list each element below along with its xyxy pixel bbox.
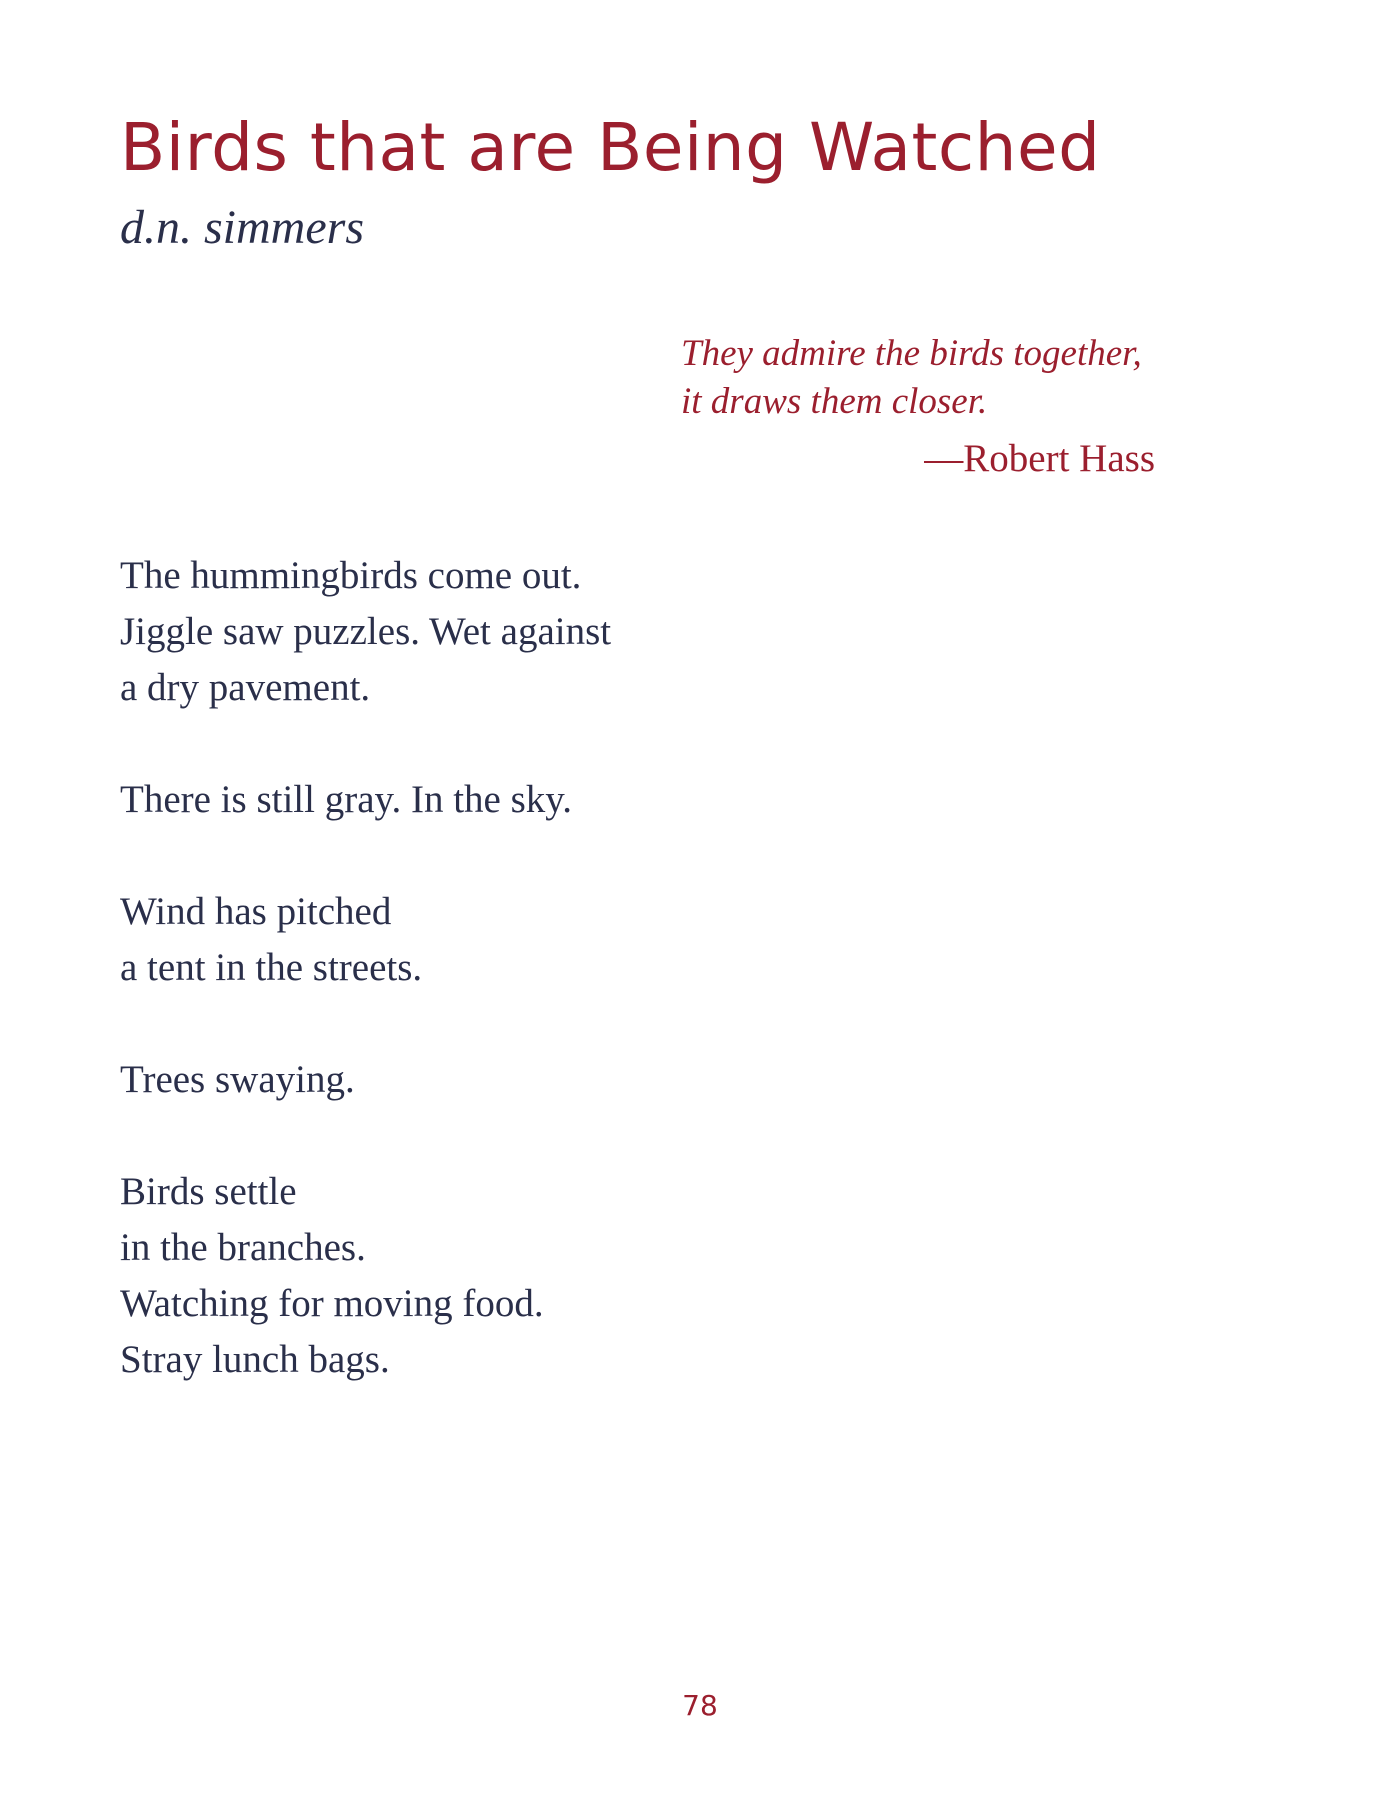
stanza-2 bbox=[120, 772, 820, 828]
poem-line: Wind has pitched bbox=[120, 890, 392, 933]
poem-line: in the branches. bbox=[120, 1226, 366, 1269]
poem-title: Birds that are Being Watched bbox=[120, 109, 1101, 186]
poem-body bbox=[120, 548, 820, 1444]
epigraph bbox=[681, 330, 1161, 484]
stanza-1 bbox=[120, 548, 820, 716]
stanza-3 bbox=[120, 884, 820, 996]
poem-line: a tent in the streets. bbox=[120, 946, 423, 989]
poem-line: The hummingbirds come out. bbox=[120, 554, 582, 597]
poem-author: d.n. simmers bbox=[120, 201, 365, 254]
epigraph-line: it draws them closer. bbox=[681, 381, 988, 422]
epigraph-attribution: —Robert Hass bbox=[924, 437, 1155, 480]
poem-line: Trees swaying. bbox=[120, 1058, 355, 1101]
stanza-4 bbox=[120, 1052, 820, 1108]
poem-line: Stray lunch bags. bbox=[120, 1338, 390, 1381]
page-number: 78 bbox=[682, 1689, 718, 1722]
poem-line: a dry pavement. bbox=[120, 666, 371, 709]
stanza-5 bbox=[120, 1164, 820, 1388]
epigraph-line: They admire the birds together, bbox=[681, 333, 1142, 374]
poem-line: There is still gray. In the sky. bbox=[120, 778, 573, 821]
poem-line: Birds settle bbox=[120, 1170, 297, 1213]
poem-line: Watching for moving food. bbox=[120, 1282, 544, 1325]
poem-line: Jiggle saw puzzles. Wet against bbox=[120, 610, 612, 653]
